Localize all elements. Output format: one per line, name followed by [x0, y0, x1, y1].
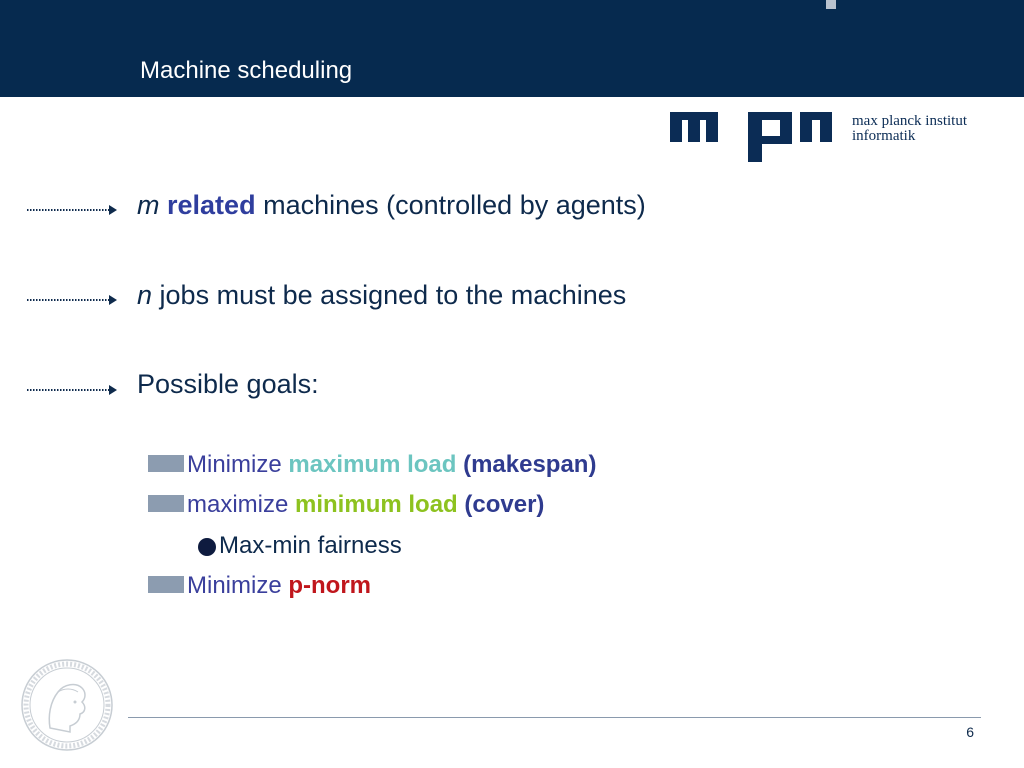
goal-verb: maximize [187, 491, 289, 518]
goal-highlight: maximum load [288, 451, 457, 478]
mpi-logo-mark [668, 112, 846, 164]
goal-note: (makespan) [463, 451, 597, 478]
minerva-seal-icon [20, 658, 114, 752]
bullet-text: Possible goals: [137, 369, 319, 399]
goal-verb: Minimize [187, 451, 282, 478]
logo-text [852, 114, 1002, 144]
slide-title: Machine scheduling [140, 57, 353, 84]
goal-highlight: minimum load [295, 491, 458, 518]
var-m: m [137, 190, 160, 220]
goal-text [187, 572, 371, 600]
bullet-rest: machines (controlled by agents) [263, 190, 646, 220]
subgoal-text: Max-min fairness [219, 532, 402, 559]
dot-bullet-icon [198, 538, 216, 556]
arrow-icon [26, 204, 118, 216]
square-bullet-icon [148, 576, 184, 593]
goal-highlight: p-norm [288, 572, 372, 599]
bullet-text [137, 278, 626, 312]
footer-divider [128, 717, 981, 718]
goal-verb: Minimize [187, 572, 282, 599]
logo-text-line1: max planck institut [852, 113, 967, 129]
square-bullet-icon [148, 495, 184, 512]
bullet-text [137, 188, 646, 222]
arrow-icon [26, 384, 118, 396]
page-number: 6 [966, 724, 974, 740]
related-keyword: related [167, 190, 256, 220]
header-bar [0, 0, 1024, 97]
square-bullet-icon [148, 455, 184, 472]
goal-text [187, 451, 596, 479]
logo-text-line2: informatik [852, 128, 916, 144]
var-n: n [137, 280, 153, 310]
goal-note: (cover) [464, 491, 545, 518]
bullet-rest: jobs must be assigned to the machines [159, 280, 627, 310]
arrow-icon [26, 294, 118, 306]
header-accent-mark [826, 0, 836, 9]
goal-text [187, 491, 544, 519]
